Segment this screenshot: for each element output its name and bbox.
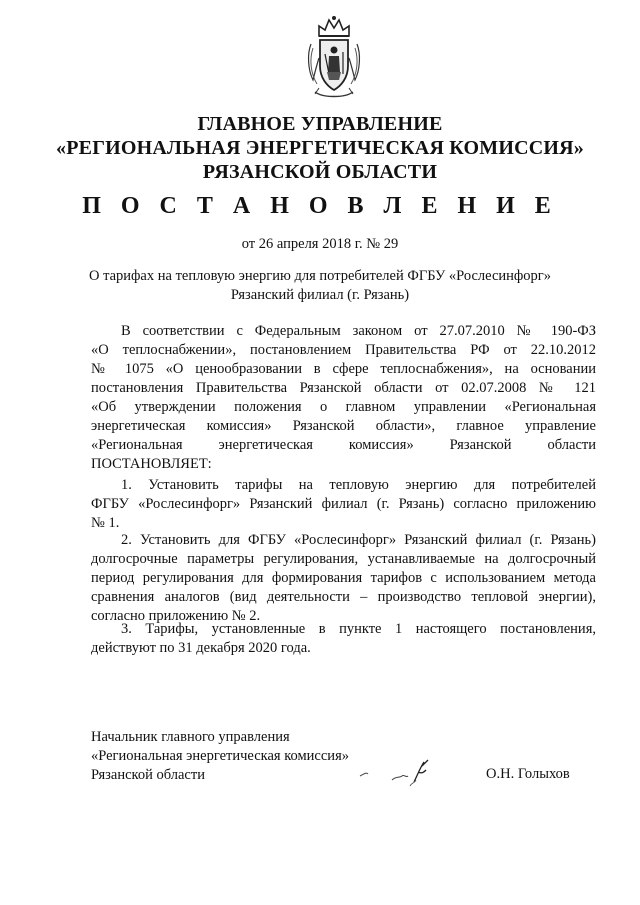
paragraph-line: период регулирования для формирования тарифов с использованием метода: [91, 570, 596, 586]
preamble-line: «Об утверждении положения о главном управлении «Региональная: [91, 399, 596, 415]
resolution-item-1: [91, 476, 596, 533]
paragraph-line: 1. Установить тарифы на тепловую энергию для потребителей: [121, 477, 596, 493]
preamble-line: «О теплоснабжении», постановлением Правительства РФ от 22.10.2012: [91, 342, 596, 358]
paragraph-line: № 1.: [91, 515, 120, 531]
paragraph-line: долгосрочные параметры регулирования, устанавливаемые на долгосрочный: [91, 551, 596, 567]
document-title: П О С Т А Н О В Л Е Н И Е: [82, 193, 558, 219]
paragraph-line: согласно приложению № 2.: [91, 608, 261, 624]
document-subject-line-1: О тарифах на тепловую энергию для потребителей ФГБУ «Рослесинфорг»: [88, 268, 551, 284]
paragraph-line: ФГБУ «Рослесинфорг» Рязанский филиал (г. Рязань) согласно приложению: [91, 496, 596, 512]
paragraph-line: 3. Тарифы, установленные в пункте 1 настоящего постановления,: [121, 621, 596, 637]
paragraph-line: сравнения аналогов (вид деятельности – производство тепловой энергии),: [91, 589, 596, 605]
preamble-line: постановления Правительства Рязанской области от 02.07.2008 № 121: [91, 380, 596, 396]
signatory-name: О.Н. Голыхов: [486, 766, 570, 782]
resolution-item-2: [91, 531, 596, 626]
preamble-line: № 1075 «О ценообразовании в сфере теплоснабжения», на основании: [91, 361, 596, 377]
preamble-line: энергетическая комиссия» Рязанской области», главное управление: [91, 418, 596, 434]
document-date: от 26 апреля 2018 г. № 29: [241, 236, 399, 252]
preamble-paragraph: [91, 322, 596, 474]
paragraph-line: 2. Установить для ФГБУ «Рослесинфорг» Рязанский филиал (г. Рязань): [121, 532, 596, 548]
signatory-position-line: Рязанской области: [91, 767, 205, 783]
document-subject-line-2: Рязанский филиал (г. Рязань): [230, 287, 410, 303]
agency-name-line-2: «РЕГИОНАЛЬНАЯ ЭНЕРГЕТИЧЕСКАЯ КОМИССИЯ»: [56, 137, 584, 159]
coat-of-arms-icon: [305, 14, 363, 100]
agency-name-line-3: РЯЗАНСКОЙ ОБЛАСТИ: [202, 161, 438, 183]
preamble-line: «Региональная энергетическая комиссия» Рязанской области: [91, 437, 596, 453]
signatory-position: [91, 728, 349, 785]
preamble-line: ПОСТАНОВЛЯЕТ:: [91, 456, 212, 472]
handwritten-signature-icon: [352, 752, 442, 792]
resolution-item-3: [91, 620, 596, 658]
signatory-position-line: «Региональная энергетическая комиссия»: [91, 748, 349, 764]
preamble-line: В соответствии с Федеральным законом от 27.07.2010 № 190-ФЗ: [121, 323, 596, 339]
paragraph-line: действуют по 31 декабря 2020 года.: [91, 640, 311, 656]
signatory-position-line: Начальник главного управления: [91, 729, 290, 745]
agency-name-line-1: ГЛАВНОЕ УПРАВЛЕНИЕ: [197, 113, 443, 135]
